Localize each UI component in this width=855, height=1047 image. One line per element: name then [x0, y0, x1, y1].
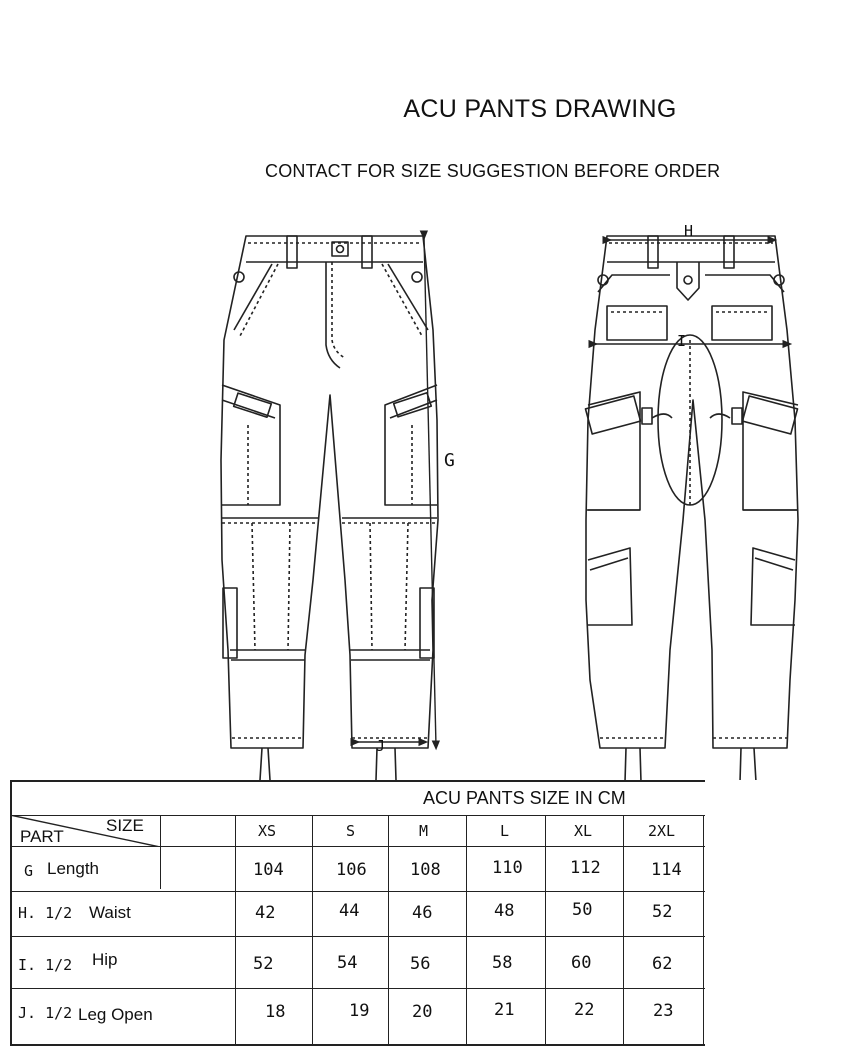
row-name: Length: [47, 859, 99, 878]
table-cell: 112: [570, 858, 601, 878]
table-cell: 42: [255, 903, 276, 923]
table-cell: 19: [349, 1001, 370, 1021]
table-cell: 114: [651, 860, 682, 880]
table-cell: 52: [253, 954, 274, 974]
table-rule: [235, 815, 236, 1046]
table-cell: 44: [339, 901, 360, 921]
size-col-s: S: [346, 822, 356, 840]
table-cell: 104: [253, 860, 284, 880]
header-size: SIZE: [106, 816, 144, 835]
row-code: J. 1/2: [18, 1004, 73, 1022]
table-cell: 21: [494, 1000, 515, 1020]
row-name: Hip: [92, 950, 118, 969]
table-cell: 108: [410, 860, 441, 880]
g-dimension-line: [424, 236, 436, 746]
size-col-m: M: [419, 822, 429, 840]
table-cell: 20: [412, 1002, 433, 1022]
page-title: ACU PANTS DRAWING: [403, 95, 677, 123]
header-part: PART: [20, 827, 64, 846]
row-code: I. 1/2: [18, 956, 73, 974]
table-cell: 18: [265, 1002, 286, 1022]
g-dimension-label: G: [444, 450, 455, 471]
table-cell: 50: [572, 900, 593, 920]
table-rule: [545, 815, 546, 1046]
size-col-xs: XS: [258, 822, 277, 840]
table-rule: [312, 815, 313, 1046]
size-col-2xl: 2XL: [648, 822, 676, 840]
h-dimension-label: H: [684, 222, 694, 240]
row-name: Waist: [89, 903, 131, 922]
size-col-l: L: [500, 822, 510, 840]
table-rule: [703, 815, 704, 1046]
table-rule: [388, 815, 389, 1046]
row-code: H. 1/2: [18, 904, 73, 922]
table-cell: 110: [492, 858, 523, 878]
table-cell: 60: [571, 953, 592, 973]
table-cell: 54: [337, 953, 358, 973]
i-dimension-label: I: [677, 332, 687, 350]
size-col-xl: XL: [574, 822, 593, 840]
table-cell: 22: [574, 1000, 595, 1020]
table-rule: [623, 815, 624, 1046]
row-name: Leg Open: [78, 1005, 153, 1024]
row-code: G: [24, 862, 34, 880]
j-dimension-label: J: [376, 737, 386, 755]
table-rule: [10, 936, 705, 937]
table-cell: 106: [336, 860, 367, 880]
table-cell: 62: [652, 954, 673, 974]
front-view: [221, 236, 438, 780]
table-cell: 48: [494, 901, 515, 921]
table-cell: 52: [652, 902, 673, 922]
table-cell: 46: [412, 903, 433, 923]
table-cell: 58: [492, 953, 513, 973]
table-cell: 56: [410, 954, 431, 974]
table-cell: 23: [653, 1001, 674, 1021]
back-view: [585, 236, 798, 780]
table-rule: [160, 815, 161, 889]
page-subtitle: CONTACT FOR SIZE SUGGESTION BEFORE ORDER: [265, 161, 721, 181]
table-caption: ACU PANTS SIZE IN CM: [423, 788, 626, 808]
table-rule: [466, 815, 467, 1046]
table-rule: [10, 988, 705, 989]
table-rule: [10, 891, 705, 892]
